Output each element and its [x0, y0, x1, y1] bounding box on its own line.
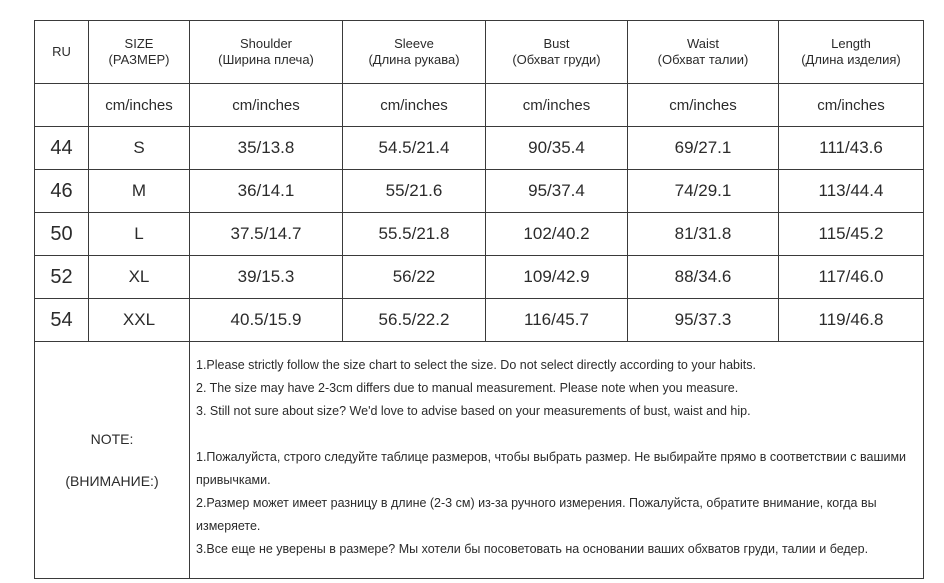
header-row	[35, 21, 924, 84]
cell-shoulder: 39/15.3	[190, 256, 343, 299]
cell-size: XXL	[89, 299, 190, 342]
header-waist-en: Waist	[686, 36, 720, 51]
cell-size: M	[89, 170, 190, 213]
note-en-line: 3. Still not sure about size? We'd love to advise based on your measurements of bust, waist and hip.	[196, 404, 751, 418]
header-ru: RU	[35, 21, 89, 84]
note-text-cell	[190, 342, 924, 579]
cell-bust: 109/42.9	[486, 256, 628, 299]
header-shoulder	[190, 21, 343, 84]
units-cell: cm/inches	[628, 84, 779, 127]
units-cell: cm/inches	[486, 84, 628, 127]
cell-ru: 46	[35, 170, 89, 213]
cell-sleeve: 54.5/21.4	[343, 127, 486, 170]
cell-length: 111/43.6	[779, 127, 924, 170]
cell-waist: 88/34.6	[628, 256, 779, 299]
cell-sleeve: 56.5/22.2	[343, 299, 486, 342]
header-size-en: SIZE	[124, 36, 154, 51]
header-bust-en: Bust	[543, 36, 570, 51]
table-row	[35, 127, 924, 170]
cell-ru: 54	[35, 299, 89, 342]
cell-shoulder: 35/13.8	[190, 127, 343, 170]
cell-size: XL	[89, 256, 190, 299]
units-row	[35, 84, 924, 127]
size-chart-table	[34, 20, 924, 579]
header-length-ru: (Длина изделия)	[801, 52, 901, 67]
header-sleeve	[343, 21, 486, 84]
units-cell: cm/inches	[190, 84, 343, 127]
cell-length: 117/46.0	[779, 256, 924, 299]
cell-length: 115/45.2	[779, 213, 924, 256]
note-label-ru: (ВНИМАНИЕ:)	[65, 473, 159, 489]
cell-waist: 81/31.8	[628, 213, 779, 256]
cell-shoulder: 36/14.1	[190, 170, 343, 213]
units-cell: cm/inches	[89, 84, 190, 127]
cell-shoulder: 37.5/14.7	[190, 213, 343, 256]
cell-shoulder: 40.5/15.9	[190, 299, 343, 342]
table-row	[35, 299, 924, 342]
note-ru-line: 3.Все еще не уверены в размере? Мы хотели бы посоветовать на основании ваших обхватов груди, талии и бедер.	[196, 542, 869, 556]
note-ru-line: 2.Размер может имеет разницу в длине (2-3 см) из-за ручного измерения. Пожалуйста, обратите внимание, когда вы измеряете.	[196, 496, 877, 533]
header-shoulder-en: Shoulder	[239, 36, 293, 51]
cell-sleeve: 56/22	[343, 256, 486, 299]
header-length-en: Length	[831, 36, 871, 51]
cell-waist: 69/27.1	[628, 127, 779, 170]
cell-size: S	[89, 127, 190, 170]
cell-sleeve: 55.5/21.8	[343, 213, 486, 256]
header-length	[779, 21, 924, 84]
note-en-line: 2. The size may have 2-3cm differs due to manual measurement. Please note when you measure.	[196, 381, 739, 395]
cell-ru: 52	[35, 256, 89, 299]
cell-bust: 102/40.2	[486, 213, 628, 256]
cell-length: 119/46.8	[779, 299, 924, 342]
cell-sleeve: 55/21.6	[343, 170, 486, 213]
header-size-ru: (РАЗМЕР)	[108, 52, 170, 67]
header-size	[89, 21, 190, 84]
note-en-line: 1.Please strictly follow the size chart to select the size. Do not select directly according to your habits.	[196, 358, 756, 372]
header-shoulder-ru: (Ширина плеча)	[218, 52, 314, 67]
cell-bust: 95/37.4	[486, 170, 628, 213]
cell-size: L	[89, 213, 190, 256]
note-label: NOTE:	[90, 431, 134, 447]
note-row	[35, 342, 924, 579]
cell-bust: 116/45.7	[486, 299, 628, 342]
table-row	[35, 256, 924, 299]
units-empty-cell	[35, 84, 89, 127]
table-row	[35, 170, 924, 213]
cell-waist: 74/29.1	[628, 170, 779, 213]
cell-ru: 44	[35, 127, 89, 170]
cell-waist: 95/37.3	[628, 299, 779, 342]
header-sleeve-ru: (Длина рукава)	[368, 52, 460, 67]
header-waist-ru: (Обхват талии)	[657, 52, 749, 67]
units-cell: cm/inches	[343, 84, 486, 127]
header-bust	[486, 21, 628, 84]
note-ru-line: 1.Пожалуйста, строго следуйте таблице размеров, чтобы выбрать размер. Не выбирайте прямо в соответствии с вашими привычками.	[196, 450, 907, 487]
header-sleeve-en: Sleeve	[394, 36, 434, 51]
cell-length: 113/44.4	[779, 170, 924, 213]
cell-ru: 50	[35, 213, 89, 256]
cell-bust: 90/35.4	[486, 127, 628, 170]
header-waist	[628, 21, 779, 84]
note-label-cell	[35, 342, 190, 579]
units-cell: cm/inches	[779, 84, 924, 127]
table-row	[35, 213, 924, 256]
header-bust-ru: (Обхват груди)	[512, 52, 601, 67]
